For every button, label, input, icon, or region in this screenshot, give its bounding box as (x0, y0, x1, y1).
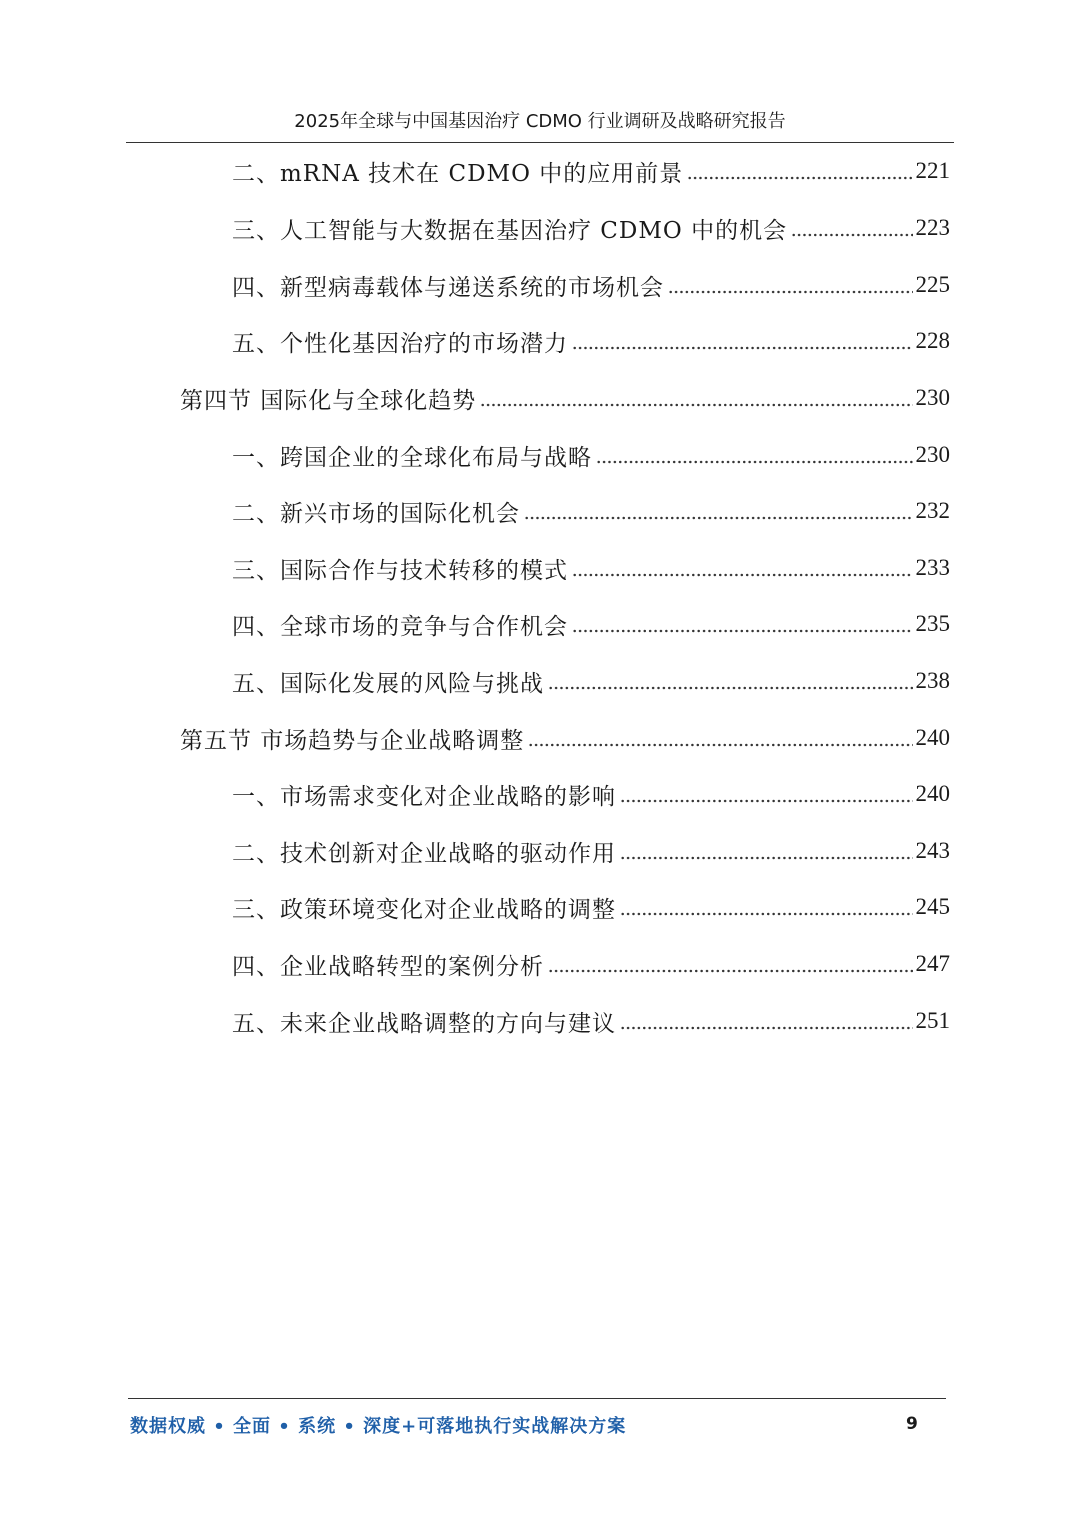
toc-dot-leader (668, 290, 913, 294)
toc-entry-label: 二、mRNA 技术在 CDMO 中的应用前景 (232, 160, 684, 187)
toc-entry[interactable] (232, 264, 950, 306)
toc-dot-leader (572, 573, 913, 577)
toc-entry-page: 232 (915, 498, 950, 523)
page-header (126, 108, 954, 143)
toc-entry-label: 一、市场需求变化对企业战略的影响 (232, 783, 616, 810)
toc-section-entry[interactable] (180, 717, 950, 759)
toc-entry-label: 五、国际化发展的风险与挑战 (232, 670, 544, 697)
toc-dot-leader (548, 969, 913, 973)
toc-dot-leader (596, 460, 913, 464)
toc-dot-leader (620, 799, 913, 803)
toc-entry-label: 三、国际合作与技术转移的模式 (232, 557, 568, 584)
toc-entry-page: 228 (915, 328, 950, 353)
toc-entry-page: 230 (915, 385, 950, 410)
toc-dot-leader (620, 912, 913, 916)
toc-entry[interactable] (232, 943, 950, 985)
toc-dot-leader (572, 346, 913, 350)
toc-entry-label: 三、政策环境变化对企业战略的调整 (232, 896, 616, 923)
toc-entry-page: 233 (915, 555, 950, 580)
toc-dot-leader (548, 686, 913, 690)
page-number: 9 (906, 1414, 918, 1434)
toc-dot-leader (620, 1026, 913, 1030)
footer-divider (128, 1398, 946, 1399)
toc-entry-page: 230 (915, 442, 950, 467)
toc-entry-label: 四、新型病毒载体与递送系统的市场机会 (232, 274, 664, 301)
toc-entry-page: 240 (915, 725, 950, 750)
toc-entry-page: 221 (915, 158, 950, 183)
toc-dot-leader (572, 629, 913, 633)
toc-dot-leader (480, 403, 912, 407)
toc-entry[interactable] (232, 207, 950, 249)
report-title: 2025年全球与中国基因治疗 CDMO 行业调研及战略研究报告 (294, 111, 786, 132)
toc-entry-label: 一、跨国企业的全球化布局与战略 (232, 444, 592, 471)
toc-entry-label: 三、人工智能与大数据在基因治疗 CDMO 中的机会 (232, 217, 788, 244)
toc-entry[interactable] (232, 660, 950, 702)
toc-entry-page: 238 (915, 668, 950, 693)
toc-entry[interactable] (232, 547, 950, 589)
toc-dot-leader (528, 743, 912, 747)
toc-entry-label: 第四节 国际化与全球化趋势 (180, 387, 477, 414)
toc-entry[interactable] (232, 603, 950, 645)
toc-entry-page: 223 (915, 215, 950, 240)
toc-dot-leader (791, 233, 912, 237)
footer-slogan: 数据权威 • 全面 • 系统 • 深度+可落地执行实战解决方案 (130, 1416, 627, 1437)
toc-entry[interactable] (232, 490, 950, 532)
toc-entry-page: 240 (915, 781, 950, 806)
toc-dot-leader (687, 176, 912, 180)
toc-entry[interactable] (232, 150, 950, 192)
toc-entry[interactable] (232, 434, 950, 476)
toc-entry-label: 四、全球市场的竞争与合作机会 (232, 613, 568, 640)
toc-section-entry[interactable] (180, 377, 950, 419)
toc-entry-label: 五、个性化基因治疗的市场潜力 (232, 330, 568, 357)
toc-entry-page: 243 (915, 838, 950, 863)
toc-entry-label: 五、未来企业战略调整的方向与建议 (232, 1010, 616, 1037)
toc-entry[interactable] (232, 320, 950, 362)
toc-entry-page: 225 (915, 272, 950, 297)
toc-entry-label: 四、企业战略转型的案例分析 (232, 953, 544, 980)
toc-entry-label: 二、新兴市场的国际化机会 (232, 500, 520, 527)
toc-entry[interactable] (232, 1000, 950, 1042)
toc-entry[interactable] (232, 886, 950, 928)
toc-entry-page: 251 (915, 1008, 950, 1033)
toc-entry-label: 二、技术创新对企业战略的驱动作用 (232, 840, 616, 867)
toc-entry[interactable] (232, 830, 950, 872)
toc-dot-leader (524, 516, 913, 520)
toc-entry-page: 245 (915, 894, 950, 919)
toc-dot-leader (620, 856, 913, 860)
toc-entry-page: 247 (915, 951, 950, 976)
toc-entry-page: 235 (915, 611, 950, 636)
toc-entry-label: 第五节 市场趋势与企业战略调整 (180, 727, 525, 754)
toc-entry[interactable] (232, 773, 950, 815)
